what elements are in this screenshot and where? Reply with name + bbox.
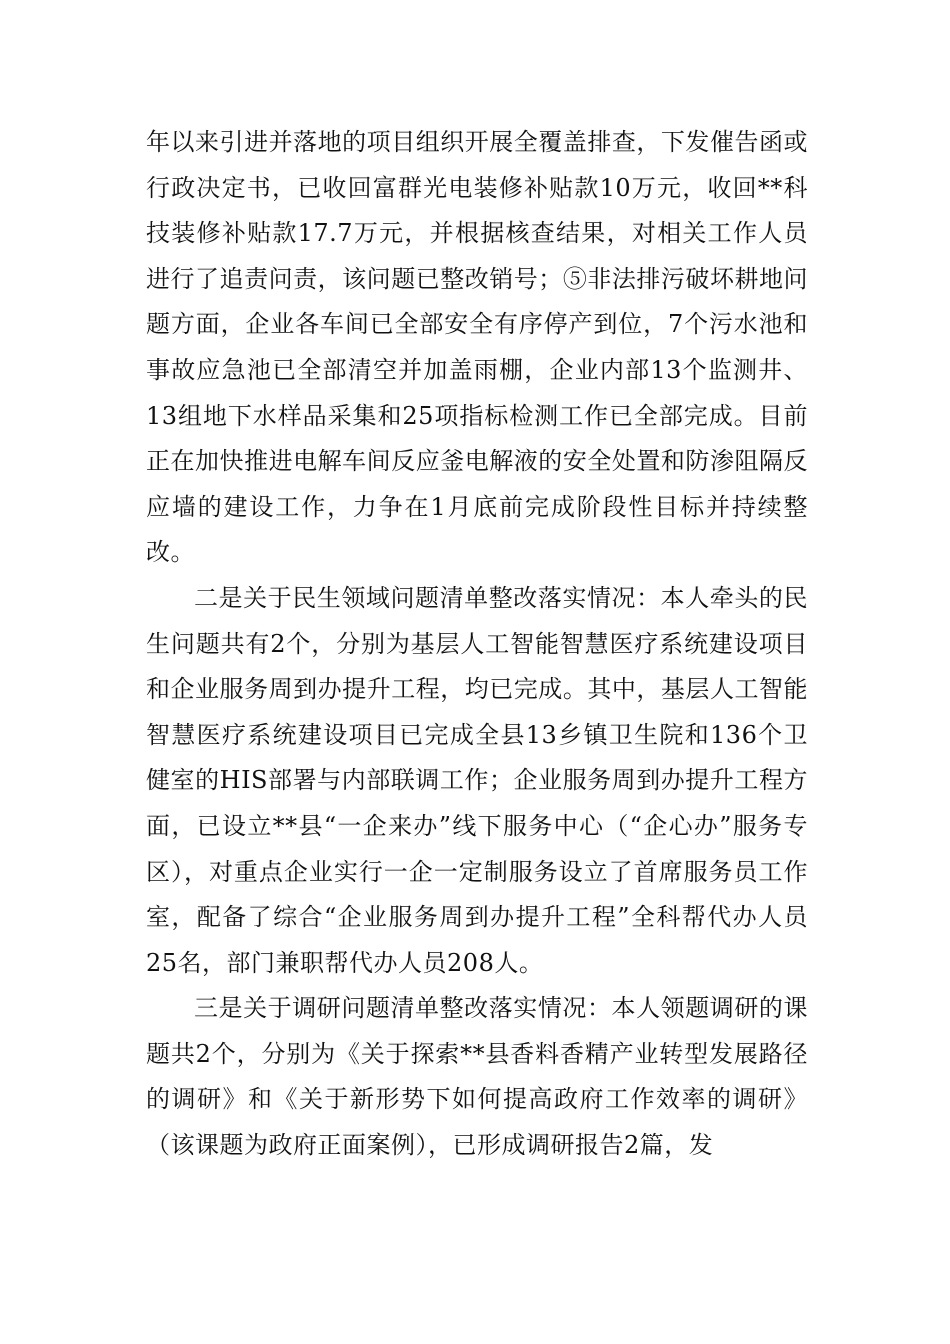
- document-body: [146, 120, 808, 1169]
- paragraph-continuation: 年以来引进并落地的项目组织开展全覆盖排查，下发催告函或行政决定书，已收回富群光电装修补贴款10万元，收回**科技装修补贴款17.7万元，并根据核查结果，对相关工作人员进行了追责问责，该问题已整改销号；⑤非法排污破坏耕地问题方面，企业各车间已全部安全有序停产到位，7个污水池和事故应急池已全部清空并加盖雨棚，企业内部13个监测井、13组地下水样品采集和25项指标检测工作已全部完成。目前正在加快推进电解车间反应釜电解液的安全处置和防渗阻隔反应墙的建设工作，力争在1月底前完成阶段性目标并持续整改。: [146, 128, 808, 567]
- paragraph-livelihood-issues: 二是关于民生领域问题清单整改落实情况：本人牵头的民生问题共有2个，分别为基层人工智能智慧医疗系统建设项目和企业服务周到办提升工程，均已完成。其中，基层人工智能智慧医疗系统建设项目已完成全县13乡镇卫生院和136个卫健室的HIS部署与内部联调工作；企业服务周到办提升工程方面，已设立**县“一企来办”线下服务中心（“企心办”服务专区），对重点企业实行一企一定制服务设立了首席服务员工作室，配备了综合“企业服务周到办提升工程”全科帮代办人员25名，部门兼职帮代办人员208人。: [146, 583, 808, 977]
- paragraph-research-issues: 三是关于调研问题清单整改落实情况：本人领题调研的课题共2个，分别为《关于探索**县香料香精产业转型发展路径的调研》和《关于新形势下如何提高政府工作效率的调研》（该课题为政府正面案例），已形成调研报告2篇，发: [146, 994, 808, 1160]
